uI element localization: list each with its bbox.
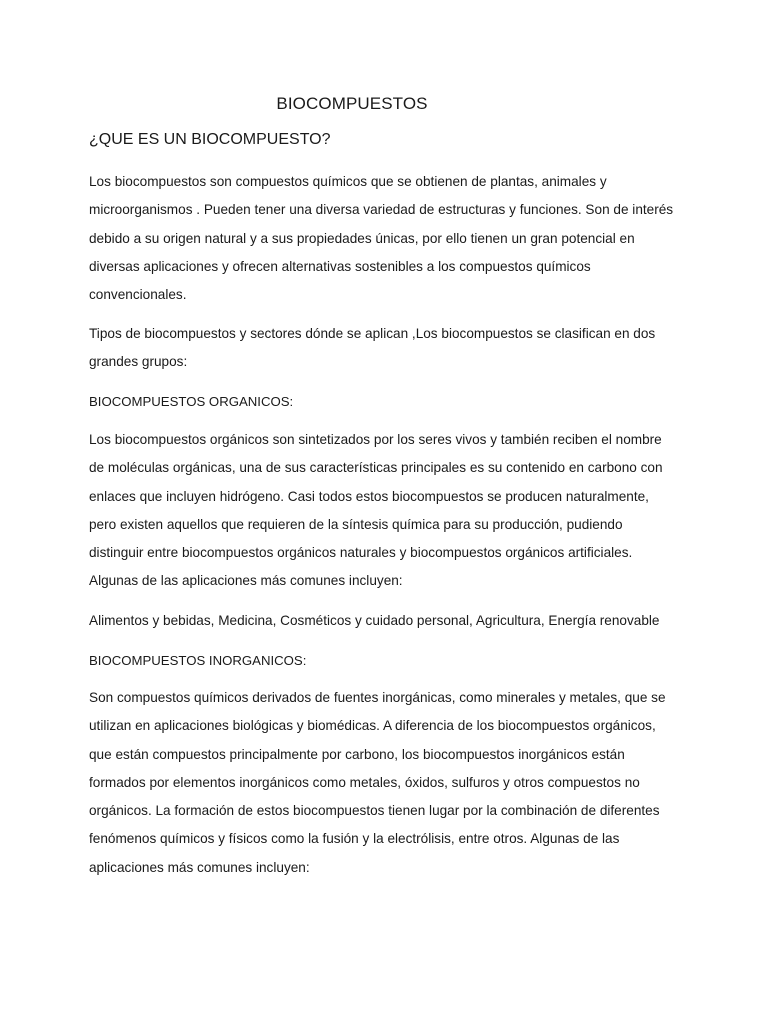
paragraph-line: distinguir entre biocompuestos orgánicos naturales y biocompuestos orgánicos artificiales. [89, 545, 633, 561]
paragraph-line: formados por elementos inorgánicos como metales, óxidos, sulfuros y otros compuestos no [89, 774, 640, 790]
paragraph-line: microorganismos . Pueden tener una diversa variedad de estructuras y funciones. Son de interés [89, 202, 674, 218]
organic-applications: Alimentos y bebidas, Medicina, Cosméticos y cuidado personal, Agricultura, Energía renovable [89, 613, 660, 628]
paragraph-line: Tipos de biocompuestos y sectores dónde se aplican ,Los biocompuestos se clasifican en dos [89, 326, 656, 341]
paragraph-line: Son compuestos químicos derivados de fuentes inorgánicas, como minerales y metales, que se [89, 690, 666, 705]
intro-paragraph [89, 168, 689, 309]
document-title: BIOCOMPUESTOS [276, 94, 428, 113]
paragraph-line: Los biocompuestos son compuestos químicos que se obtienen de plantas, animales y [89, 174, 607, 189]
organic-paragraph [89, 426, 689, 596]
paragraph-line: debido a su origen natural y a sus propiedades únicas, por ello tienen un gran potencial en [89, 230, 635, 246]
paragraph-line: pero existen aquellos que requieren de la síntesis química para su producción, pudiendo [89, 516, 623, 532]
paragraph-line: aplicaciones más comunes incluyen: [89, 859, 310, 875]
paragraph-line: convencionales. [89, 287, 187, 303]
paragraph-line: orgánicos. La formación de estos biocompuestos tienen lugar por la combinación de diferentes [89, 803, 660, 819]
inorganic-paragraph [89, 684, 689, 882]
organic-heading: BIOCOMPUESTOS ORGANICOS: [89, 394, 294, 409]
section-question-heading: ¿QUE ES UN BIOCOMPUESTO? [89, 131, 331, 148]
paragraph-line: utilizan en aplicaciones biológicas y biomédicas. A diferencia de los biocompuestos orgánicos, [89, 718, 656, 734]
paragraph-line: de moléculas orgánicas, una de sus características principales es su contenido en carbono con [89, 460, 663, 476]
inorganic-heading: BIOCOMPUESTOS INORGANICOS: [89, 653, 307, 668]
types-paragraph [89, 320, 689, 377]
paragraph-line: diversas aplicaciones y ofrecen alternativas sostenibles a los compuestos químicos [89, 258, 591, 274]
paragraph-line: Los biocompuestos orgánicos son sintetizados por los seres vivos y también reciben el nombre [89, 432, 662, 447]
paragraph-line: grandes grupos: [89, 354, 188, 370]
paragraph-line: enlaces que incluyen hidrógeno. Casi todos estos biocompuestos se producen naturalmente, [89, 488, 649, 504]
paragraph-line: fenómenos químicos y físicos como la fusión y la electrólisis, entre otros. Algunas de las [89, 831, 620, 847]
paragraph-line: Algunas de las aplicaciones más comunes incluyen: [89, 573, 403, 589]
paragraph-line: que están compuestos principalmente por carbono, los biocompuestos inorgánicos están [89, 746, 625, 762]
